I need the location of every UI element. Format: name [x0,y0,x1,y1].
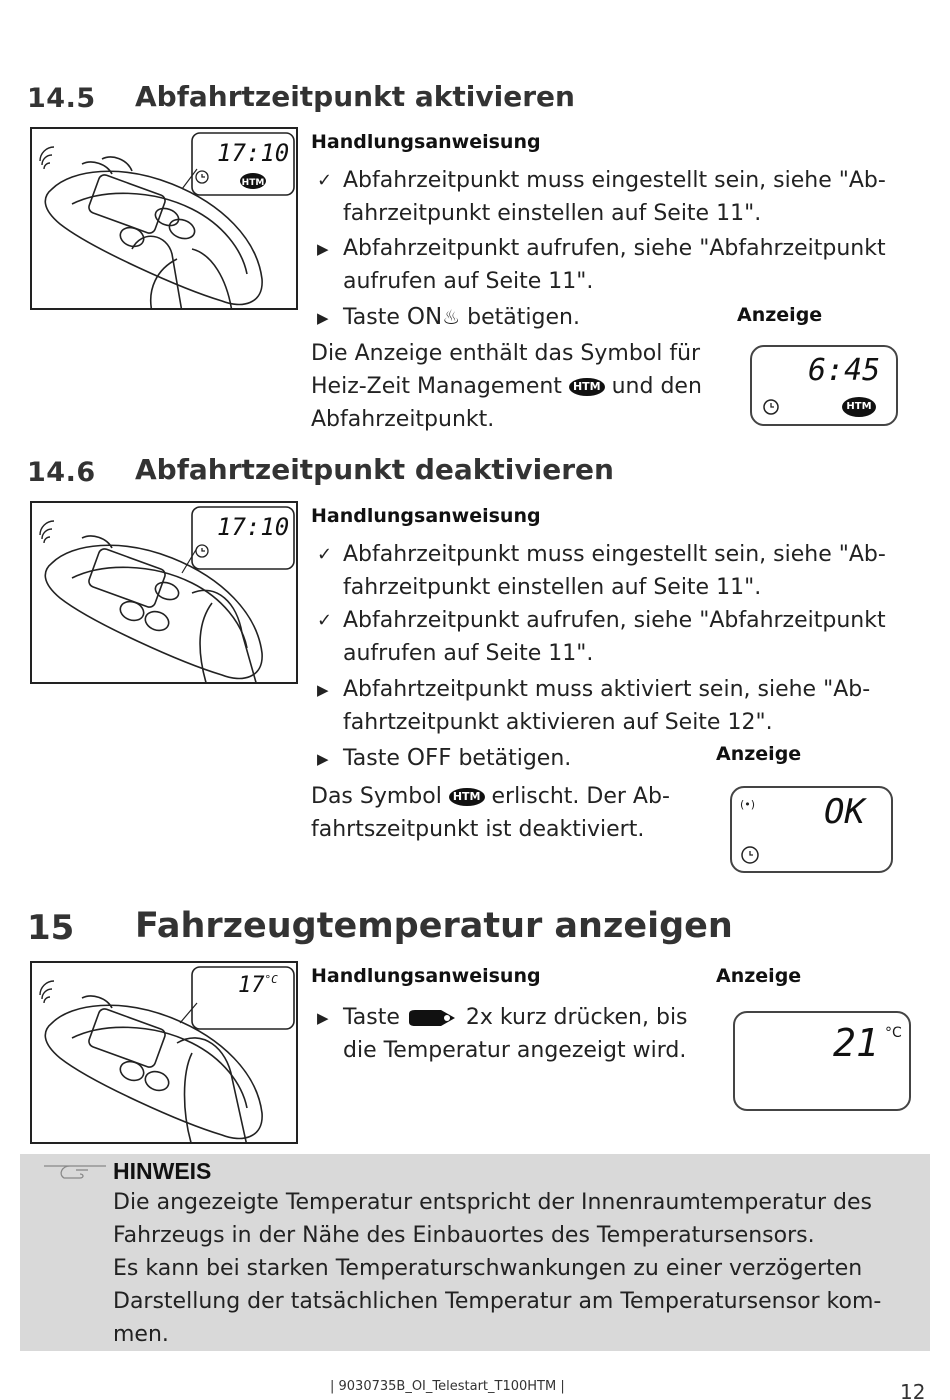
pointing-hand-icon [40,1158,110,1182]
display-heading: Anzeige [716,743,802,765]
footer-doc-id: | 9030735B_OI_Telestart_T100HTM | [330,1379,565,1394]
lcd-display [730,786,893,873]
degree-celsius: °C [885,1025,902,1041]
remote-figure [30,961,298,1144]
hint-text: Die angezeigte Temperatur entspricht der Innenraumtemperatur des Fahrzeugs in der Nähe des Einbauortes des Temperatursensors. Es kann bei starken Temperaturschwankungen zu einer verzögerten Darstellung der tatsächlichen Temperatur am Temperatursensor kom- men. [113,1190,882,1347]
section-title: Abfahrtzeitpunkt aktivieren [135,80,575,113]
heat-icon: ♨ [442,305,461,329]
page-number: 12 [900,1380,926,1400]
svg-text:HTM: HTM [241,178,265,188]
list-item: ✓ Abfahrzeitpunkt muss eingestellt sein, siehe "Ab- fahrzeitpunkt einstellen auf Seite 11". [311,164,921,230]
lcd-text: OK [824,792,865,832]
instruction-list [311,538,921,775]
signal-icon [40,981,54,1003]
arrow-icon: ▶ [317,681,329,699]
list-item: ▶ Abfahrzeitpunkt aufrufen, siehe "Abfahrzeitpunkt aufrufen auf Seite 11". [311,232,921,298]
arrow-key-icon [407,1008,459,1028]
display-heading: Anzeige [737,304,823,326]
list-item: ▶ Abfahrtzeitpunkt muss aktiviert sein, siehe "Ab- fahrtzeitpunkt aktivieren auf Seite 12". [311,673,921,739]
display-heading: Anzeige [716,965,802,987]
list-item: ✓ Abfahrzeitpunkt muss eingestellt sein, siehe "Ab- fahrzeitpunkt einstellen auf Seite 11". [311,538,921,604]
arrow-icon: ▶ [317,750,329,768]
htm-icon: HTM [569,378,605,396]
instruction-heading: Handlungsanweisung [311,965,541,987]
instruction-list [311,1001,711,1067]
signal-icon [40,521,54,543]
htm-icon: HTM [842,397,876,417]
lcd-time: 6:45 [808,353,881,388]
section-title: Abfahrtzeitpunkt deaktivieren [135,453,614,486]
figure-time: 17:10 [217,139,290,167]
hint-box [20,1154,930,1351]
on-key-label: ON [406,304,443,330]
remote-figure [30,127,298,310]
figure-time: 17:10 [217,513,290,541]
lcd-display [733,1011,911,1111]
list-item: ✓ Abfahrzeitpunkt aufrufen, siehe "Abfahrzeitpunkt aufrufen auf Seite 11". [311,604,921,670]
remote-figure [30,501,298,684]
lcd-display [750,345,898,426]
alarm-clock-icon [760,395,782,417]
check-icon: ✓ [317,544,333,565]
description: Das Symbol HTM erlischt. Der Ab- fahrtszeitpunkt ist deaktiviert. [311,784,670,842]
alarm-clock-icon [738,842,762,866]
instruction-heading: Handlungsanweisung [311,131,541,153]
section-number: 15 [27,908,75,948]
signal-icon [40,147,54,169]
list-item: ▶ Taste OFF betätigen. [311,742,921,775]
check-icon: ✓ [317,170,333,191]
instruction-list [311,164,921,334]
description: Die Anzeige enthält das Symbol für Heiz-Zeit Management HTM und den Abfahrzeitpunkt. [311,341,702,432]
svg-text:(•): (•) [740,798,756,811]
instruction-heading: Handlungsanweisung [311,505,541,527]
section-number: 14.5 [27,83,96,114]
check-icon: ✓ [317,610,333,631]
lcd-temp: 21 [833,1021,879,1065]
section-number: 14.6 [27,457,96,488]
arrow-icon: ▶ [317,309,329,327]
hint-title: HINWEIS [113,1158,212,1184]
list-item: ▶ Taste ON♨ betätigen. [311,301,921,334]
htm-icon: HTM [449,788,485,806]
arrow-icon: ▶ [317,240,329,258]
section-title: Fahrzeugtemperatur anzeigen [135,906,733,946]
list-item: ▶ Taste 2x kurz drücken, bis die Temperatur angezeigt wird. [311,1001,711,1067]
figure-temp: $17^{^\circ C}$ [238,973,278,998]
off-key-label: OFF [406,745,452,771]
arrow-icon: ▶ [317,1009,329,1027]
signal-icon [738,794,768,812]
